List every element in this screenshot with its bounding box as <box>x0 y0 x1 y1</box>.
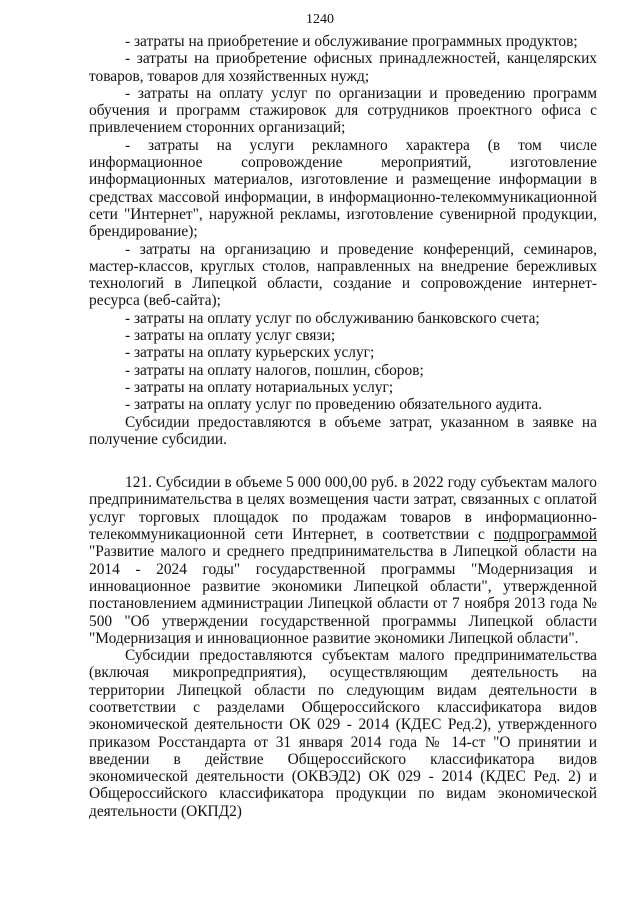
section-gap <box>89 448 597 474</box>
list-item: - затраты на оплату услуг по организации и проведению программ обучения и программ стажировок для сотрудников проектного офиса с привлечением сторонних организаций; <box>89 84 597 137</box>
list-item: - затраты на оплату налогов, пошлин, сборов; <box>125 361 424 379</box>
paragraph-121 <box>89 474 597 647</box>
document-body <box>89 33 597 820</box>
paragraph: Субсидии предоставляются субъектам малого предпринимательства (включая микропредприятия), осуществляющим деятельность на территории Липецкой области по следующим видам деятельности в соответствии с разделами Общероссийского классификатора видов экономической деятельности ОК 029 - 2014 (КДЕС Ред.2), утвержденного приказом Росстандарта от 31 января 2014 года № 14-ст "О принятии и введении в действие Общероссийского классификатора видов экономической деятельности (ОКВЭД2) ОК 029 - 2014 (КДЕС Ред. 2) и Общероссийского классификатора продукции по видам экономической деятельности (ОКПД2) <box>89 647 597 820</box>
page-number: 1240 <box>306 12 334 27</box>
list-item: - затраты на организацию и проведение конференций, семинаров, мастер-классов, круглых столов, направленных на внедрение бережливых технологий в Липецкой области, создание и сопровождение интернет-ресурса (веб-сайта); <box>89 240 597 310</box>
list-item: - затраты на оплату услуг по обслуживанию банковского счета; <box>125 309 540 327</box>
list-item: - затраты на оплату нотариальных услуг; <box>125 378 394 396</box>
paragraph-121-text-end: "Развитие малого и среднего предпринимательства в Липецкой области на 2014 - 2024 годы" государственной программы "Модернизация и инновационное развитие экономики Липецкой области", утвержденной постановлением администрации Липецкой области от 7 ноября 2013 года № 500 "Об утверждении государственной программы Липецкой области "Модернизация и инновационное развитие экономики Липецкой области". <box>89 543 597 647</box>
subprogram-link[interactable]: подпрограммой <box>493 526 597 544</box>
list-item: - затраты на оплату курьерских услуг; <box>125 344 375 362</box>
list-item: - затраты на приобретение офисных принадлежностей, канцелярских товаров, товаров для хозяйственных нужд; <box>89 50 597 85</box>
list-item: - затраты на оплату услуг связи; <box>125 327 336 345</box>
list-item: - затраты на услуги рекламного характера (в том числе информационное сопровождение мероприятий, изготовление информационных материалов, изготовление и размещение информации в средствах массовой информации, в информационно-телекоммуникационной сети "Интернет", наружной рекламы, изготовление сувенирной продукции, брендирование); <box>89 136 597 241</box>
paragraph-121-text-start: 121. Субсидии в объеме 5 000 000,00 руб. в 2022 году субъектам малого предпринимательства в целях возмещения части затрат, связанных с оплатой услуг торговых площадок по продажам товаров в информационно-телекоммуникационной сети Интернет, в соответствии с <box>89 474 597 544</box>
paragraph: Субсидии предоставляются в объеме затрат, указанном в заявке на получение субсидии. <box>89 413 597 448</box>
list-item: - затраты на приобретение и обслуживание программных продуктов; <box>125 33 578 50</box>
list-item: - затраты на оплату услуг по проведению обязательного аудита. <box>125 396 543 414</box>
